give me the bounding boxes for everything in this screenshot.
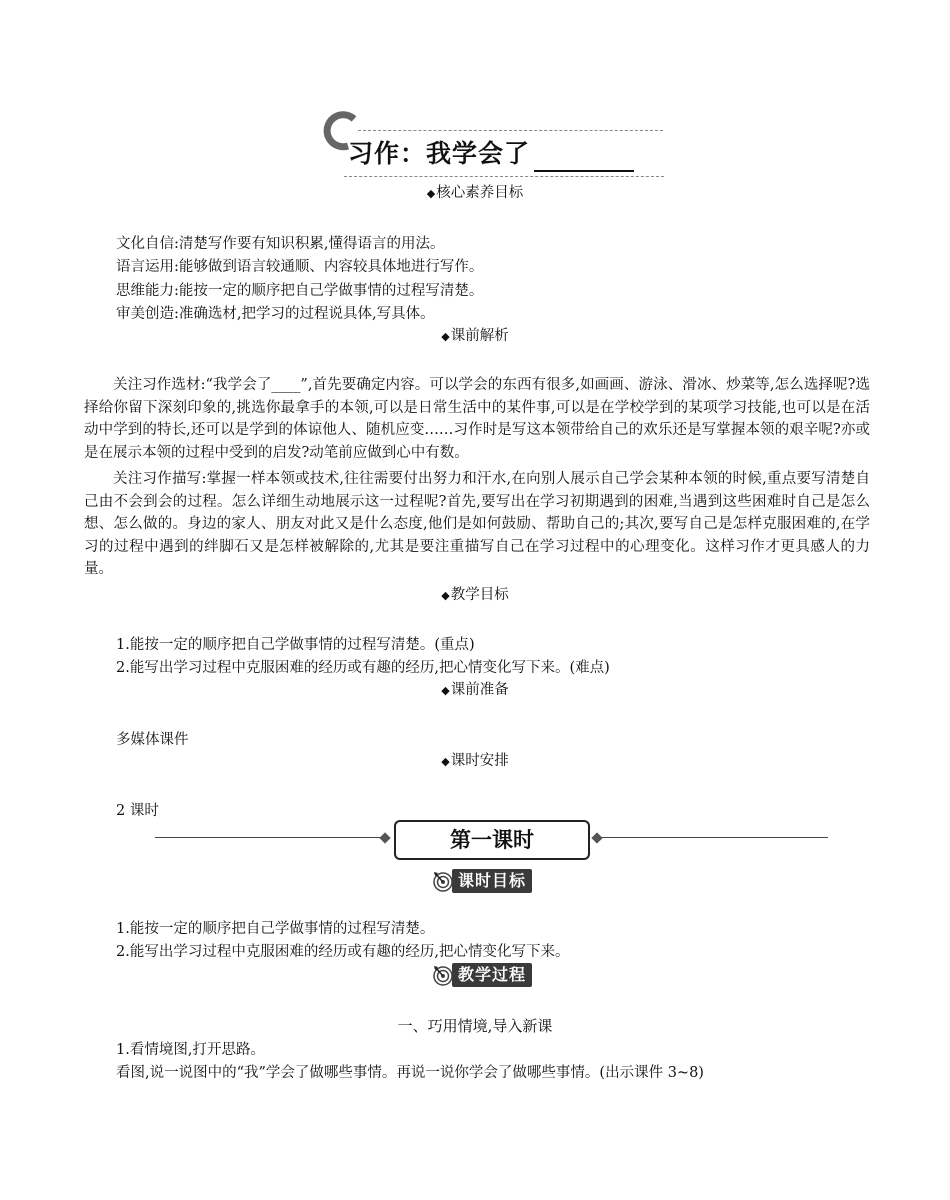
step-1-text: 看图,说一说图中的“我”学会了做哪些事情。再说一说你学会了做哪些事情。(出示课件 3~8)	[116, 1065, 704, 1081]
diamond-icon: ◆	[441, 755, 450, 768]
schedule-text: 2 课时	[116, 803, 159, 819]
preparation-text: 多媒体课件	[116, 732, 189, 748]
rule-end-dot	[379, 832, 390, 843]
title-blank-line	[534, 142, 634, 172]
diamond-icon: ◆	[441, 330, 450, 343]
title-dash-top	[358, 130, 663, 131]
section-heading-core-goals: ◆核心素养目标	[426, 185, 524, 201]
section-heading-pre-analysis: ◆课前解析	[441, 328, 509, 344]
section-heading-schedule: ◆课时安排	[441, 753, 509, 769]
lesson-goal-1: 1.能按一定的顺序把自己学做事情的过程写清楚。	[116, 921, 435, 937]
step-heading: 一、巧用情境,导入新课	[397, 1017, 553, 1035]
teaching-goal-1: 1.能按一定的顺序把自己学做事情的过程写清楚。(重点)	[116, 637, 475, 653]
lesson-goal-2: 2.能写出学习过程中克服困难的经历或有趣的经历,把心情变化写下来。	[116, 944, 570, 960]
lesson-title: 第一课时	[394, 820, 590, 860]
rule-end-dot	[591, 832, 602, 843]
target-icon	[432, 870, 454, 892]
section-heading-teaching-goals: ◆教学目标	[441, 587, 509, 603]
core-goal-4: 审美创造:准确选材,把学习的过程说具体,写具体。	[116, 306, 435, 322]
step-1-title: 1.看情境图,打开思路。	[116, 1042, 265, 1058]
section-heading-preparation: ◆课前准备	[441, 682, 509, 698]
lesson-goals-badge: 课时目标	[432, 868, 532, 894]
diamond-icon: ◆	[441, 684, 450, 697]
analysis-paragraph-1: 关注习作选材:“我学会了____”,首先要确定内容。可以学会的东西有很多,如画画、游泳、滑冰、炒菜等,怎么选择呢?选择给你留下深刻印象的,挑选你最拿手的本领,可以是日常生活中的某件事,可以是在学校学到的某项学习技能,也可以是在活动中学到的特长,还可以是学到的体谅他人、随机应变……习作时是写这本领带给自己的欢乐还是写掌握本领的艰辛呢?亦或是在展示本领的过程中受到的启发?动笔前应做到心中有数。	[84, 377, 870, 461]
page-title: 习作：我学会了	[348, 136, 634, 172]
analysis-paragraph-2: 关注习作描写:掌握一样本领或技术,往往需要付出努力和汗水,在向别人展示自己学会某种本领的时候,重点要写清楚自己由不会到会的过程。怎么详细生动地展示这一过程呢?首先,要写出在学习初期遇到的困难,当遇到这些困难时自己是怎么想、怎么做的。身边的家人、朋友对此又是什么态度,他们是如何鼓励、帮助自己的;其次,要写自己是怎样克服困难的,在学习的过程中遇到的绊脚石又是怎样被解除的,尤其是要注重描写自己在学习过程中的心理变化。这样习作才更具感人的力量。	[84, 471, 870, 578]
lesson-rule-right	[598, 837, 828, 838]
lesson-rule-left	[155, 837, 388, 838]
title-dash-bottom	[344, 176, 664, 177]
diamond-icon: ◆	[441, 589, 450, 602]
target-icon	[432, 964, 454, 986]
diamond-icon: ◆	[426, 187, 436, 200]
page-title-block	[318, 110, 668, 180]
core-goal-1: 文化自信:清楚写作要有知识积累,懂得语言的用法。	[116, 236, 445, 252]
core-goal-2: 语言运用:能够做到语言较通顺、内容较具体地进行写作。	[116, 259, 484, 275]
teaching-goal-2: 2.能写出学习过程中克服困难的经历或有趣的经历,把心情变化写下来。(难点)	[116, 660, 610, 676]
core-goal-3: 思维能力:能按一定的顺序把自己学做事情的过程写清楚。	[116, 283, 484, 299]
teaching-process-badge: 教学过程	[432, 962, 532, 988]
